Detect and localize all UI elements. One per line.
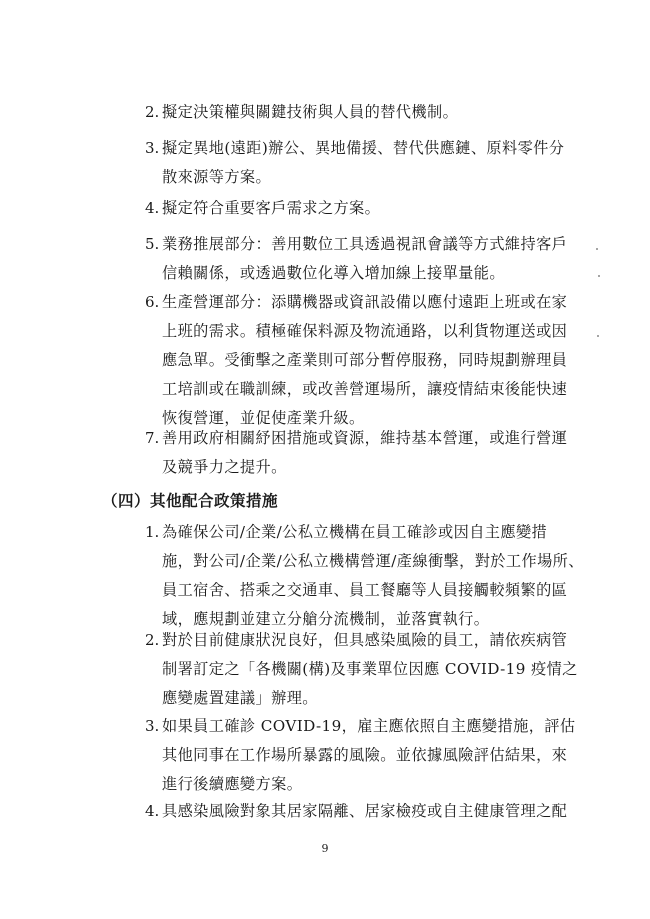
item-number: 3.	[145, 139, 160, 157]
item-number: 4.	[145, 199, 160, 217]
item-number: 2.	[145, 103, 160, 121]
item-text-line: 上班的需求。積極確保料源及物流通路，以利貨物運送或因	[162, 322, 568, 340]
item-text-line: 恢復營運，並促使產業升級。	[162, 409, 365, 427]
item-text-line: 施，對公司/企業/公私立機構營運/產線衝擊，對於工作場所、	[162, 552, 584, 570]
item-number: 1.	[145, 523, 160, 541]
item-text-line: 生產營運部分：添購機器或資訊設備以應付遠距上班或在家	[162, 293, 568, 311]
scan-speck	[597, 335, 599, 337]
item-number: 6.	[145, 293, 160, 311]
item-number: 4.	[145, 802, 160, 820]
item-text-line: 工培訓或在職訓練，或改善營運場所，讓疫情結束後能快速	[162, 380, 568, 398]
item-text-line: 業務推展部分：善用數位工具透過視訊會議等方式維持客戶	[162, 235, 568, 253]
item-text-line: 散來源等方案。	[162, 168, 272, 186]
item-text-line: 進行後續應變方案。	[162, 775, 303, 793]
item-number: 3.	[145, 717, 160, 735]
item-text-line: 域，應規劃並建立分艙分流機制，並落實執行。	[162, 610, 490, 628]
item-text-line: 其他同事在工作場所暴露的風險。並依據風險評估結果，來	[162, 746, 568, 764]
item-text-line: 如果員工確診 COVID-19，雇主應依照自主應變措施，評估	[162, 717, 576, 735]
item-text-line: 具感染風險對象其居家隔離、居家檢疫或自主健康管理之配	[162, 802, 568, 820]
item-number: 2.	[145, 631, 160, 649]
item-text-line: 及競爭力之提升。	[162, 458, 287, 476]
item-text-line: 應變處置建議」辦理。	[162, 689, 318, 707]
item-text-line: 善用政府相關紓困措施或資源，維持基本營運，或進行營運	[162, 429, 568, 447]
item-number: 5.	[145, 235, 160, 253]
item-text-line: 為確保公司/企業/公私立機構在員工確診或因自主應變措	[162, 523, 548, 541]
page-number: 9	[321, 842, 329, 855]
item-text-line: 信賴關係，或透過數位化導入增加線上接單量能。	[162, 264, 505, 282]
scan-speck	[598, 275, 600, 277]
item-text-line: 應急單。受衝擊之產業則可部分暫停服務，同時規劃辦理員	[162, 351, 568, 369]
item-text-line: 擬定決策權與關鍵技術與人員的替代機制。	[162, 103, 459, 121]
item-text-line: 擬定異地(遠距)辦公、異地備援、替代供應鏈、原料零件分	[162, 139, 565, 157]
scan-speck	[596, 248, 598, 250]
item-text-line: 對於目前健康狀況良好，但具感染風險的員工，請依疾病管	[162, 631, 568, 649]
item-number: 7.	[145, 429, 160, 447]
item-text-line: 員工宿舍、搭乘之交通車、員工餐廳等人員接觸較頻繁的區	[162, 581, 568, 599]
section-heading: （四）其他配合政策措施	[102, 491, 279, 510]
item-text-line: 制署訂定之「各機關(構)及事業單位因應 COVID-19 疫情之	[162, 660, 578, 678]
item-text-line: 擬定符合重要客戶需求之方案。	[162, 199, 381, 217]
